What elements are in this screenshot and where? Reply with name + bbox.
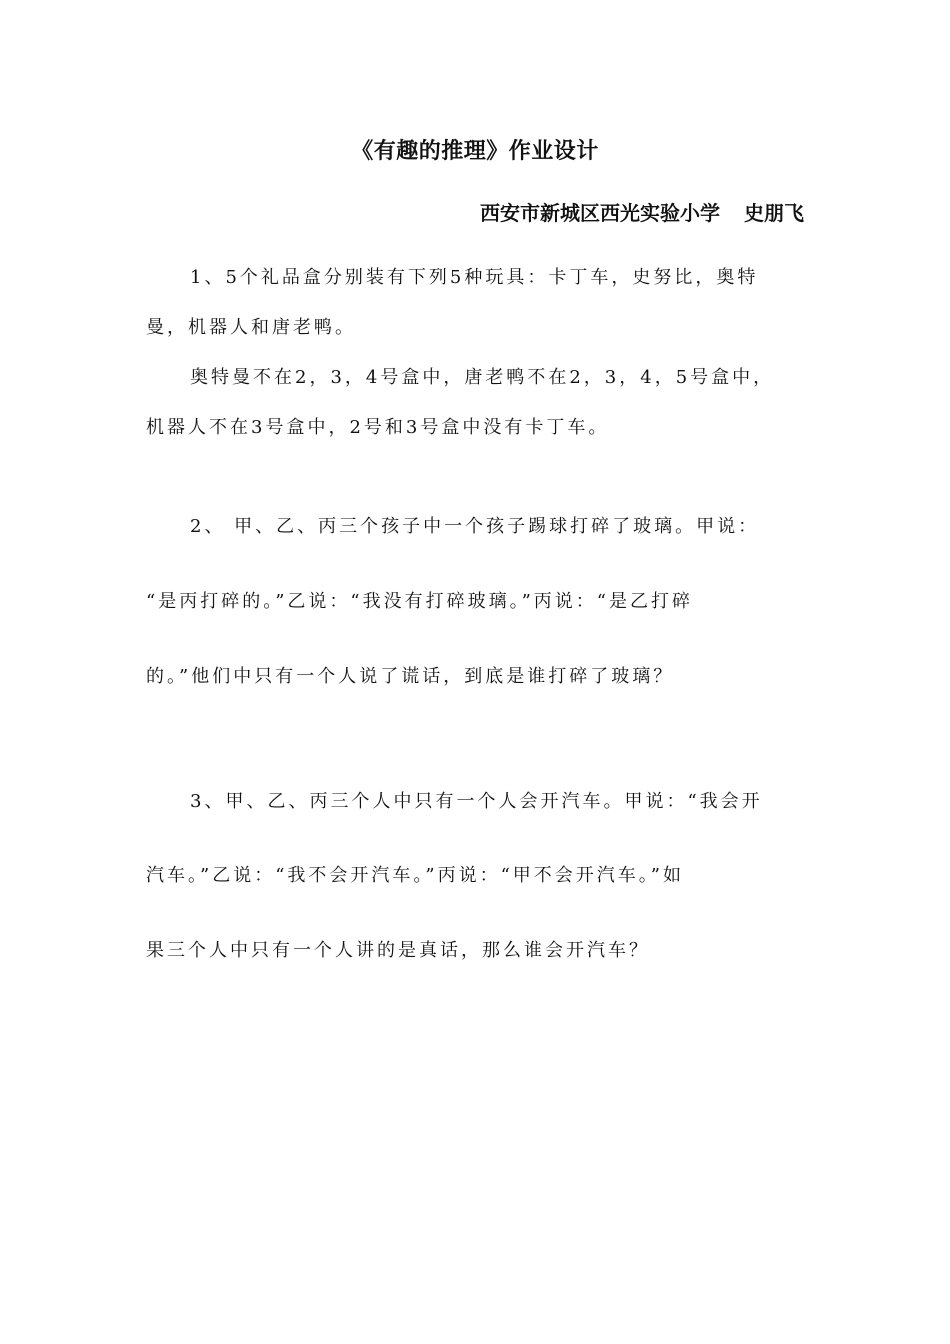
question-3-line-1: 3、甲、乙、丙三个人中只有一个人会开汽车。甲说：“我会开 bbox=[190, 791, 763, 812]
author-name: 史朋飞 bbox=[744, 201, 804, 225]
question-2-line-3: 的。”他们中只有一个人说了谎话，到底是谁打碎了玻璃？ bbox=[146, 666, 675, 687]
question-1-line-1: 1、5个礼品盒分别装有下列5种玩具：卡丁车，史努比，奥特 bbox=[190, 267, 759, 288]
author-line bbox=[480, 198, 804, 228]
author-school: 西安市新城区西光实验小学 bbox=[480, 201, 720, 225]
document-title: 《有趣的推理》作业设计 bbox=[351, 139, 599, 164]
question-1-line-4: 机器人不在3号盒中，2号和3号盒中没有卡丁车。 bbox=[146, 417, 610, 438]
question-2-line-2: “是丙打碎的。”乙说：“我没有打碎玻璃。”丙说：“是乙打碎 bbox=[146, 591, 694, 612]
question-1-line-3: 奥特曼不在2，3，4号盒中，唐老鸭不在2，3，4，5号盒中， bbox=[190, 367, 775, 388]
question-3-line-3: 果三个人中只有一个人讲的是真话，那么谁会开汽车？ bbox=[146, 940, 650, 961]
question-1-line-2: 曼，机器人和唐老鸭。 bbox=[146, 317, 356, 338]
question-2-line-1: 2、 甲、乙、丙三个孩子中一个孩子踢球打碎了玻璃。甲说： bbox=[190, 516, 760, 537]
question-3-line-2: 汽车。”乙说：“我不会开汽车。”丙说：“甲不会开汽车。”如 bbox=[146, 865, 685, 886]
